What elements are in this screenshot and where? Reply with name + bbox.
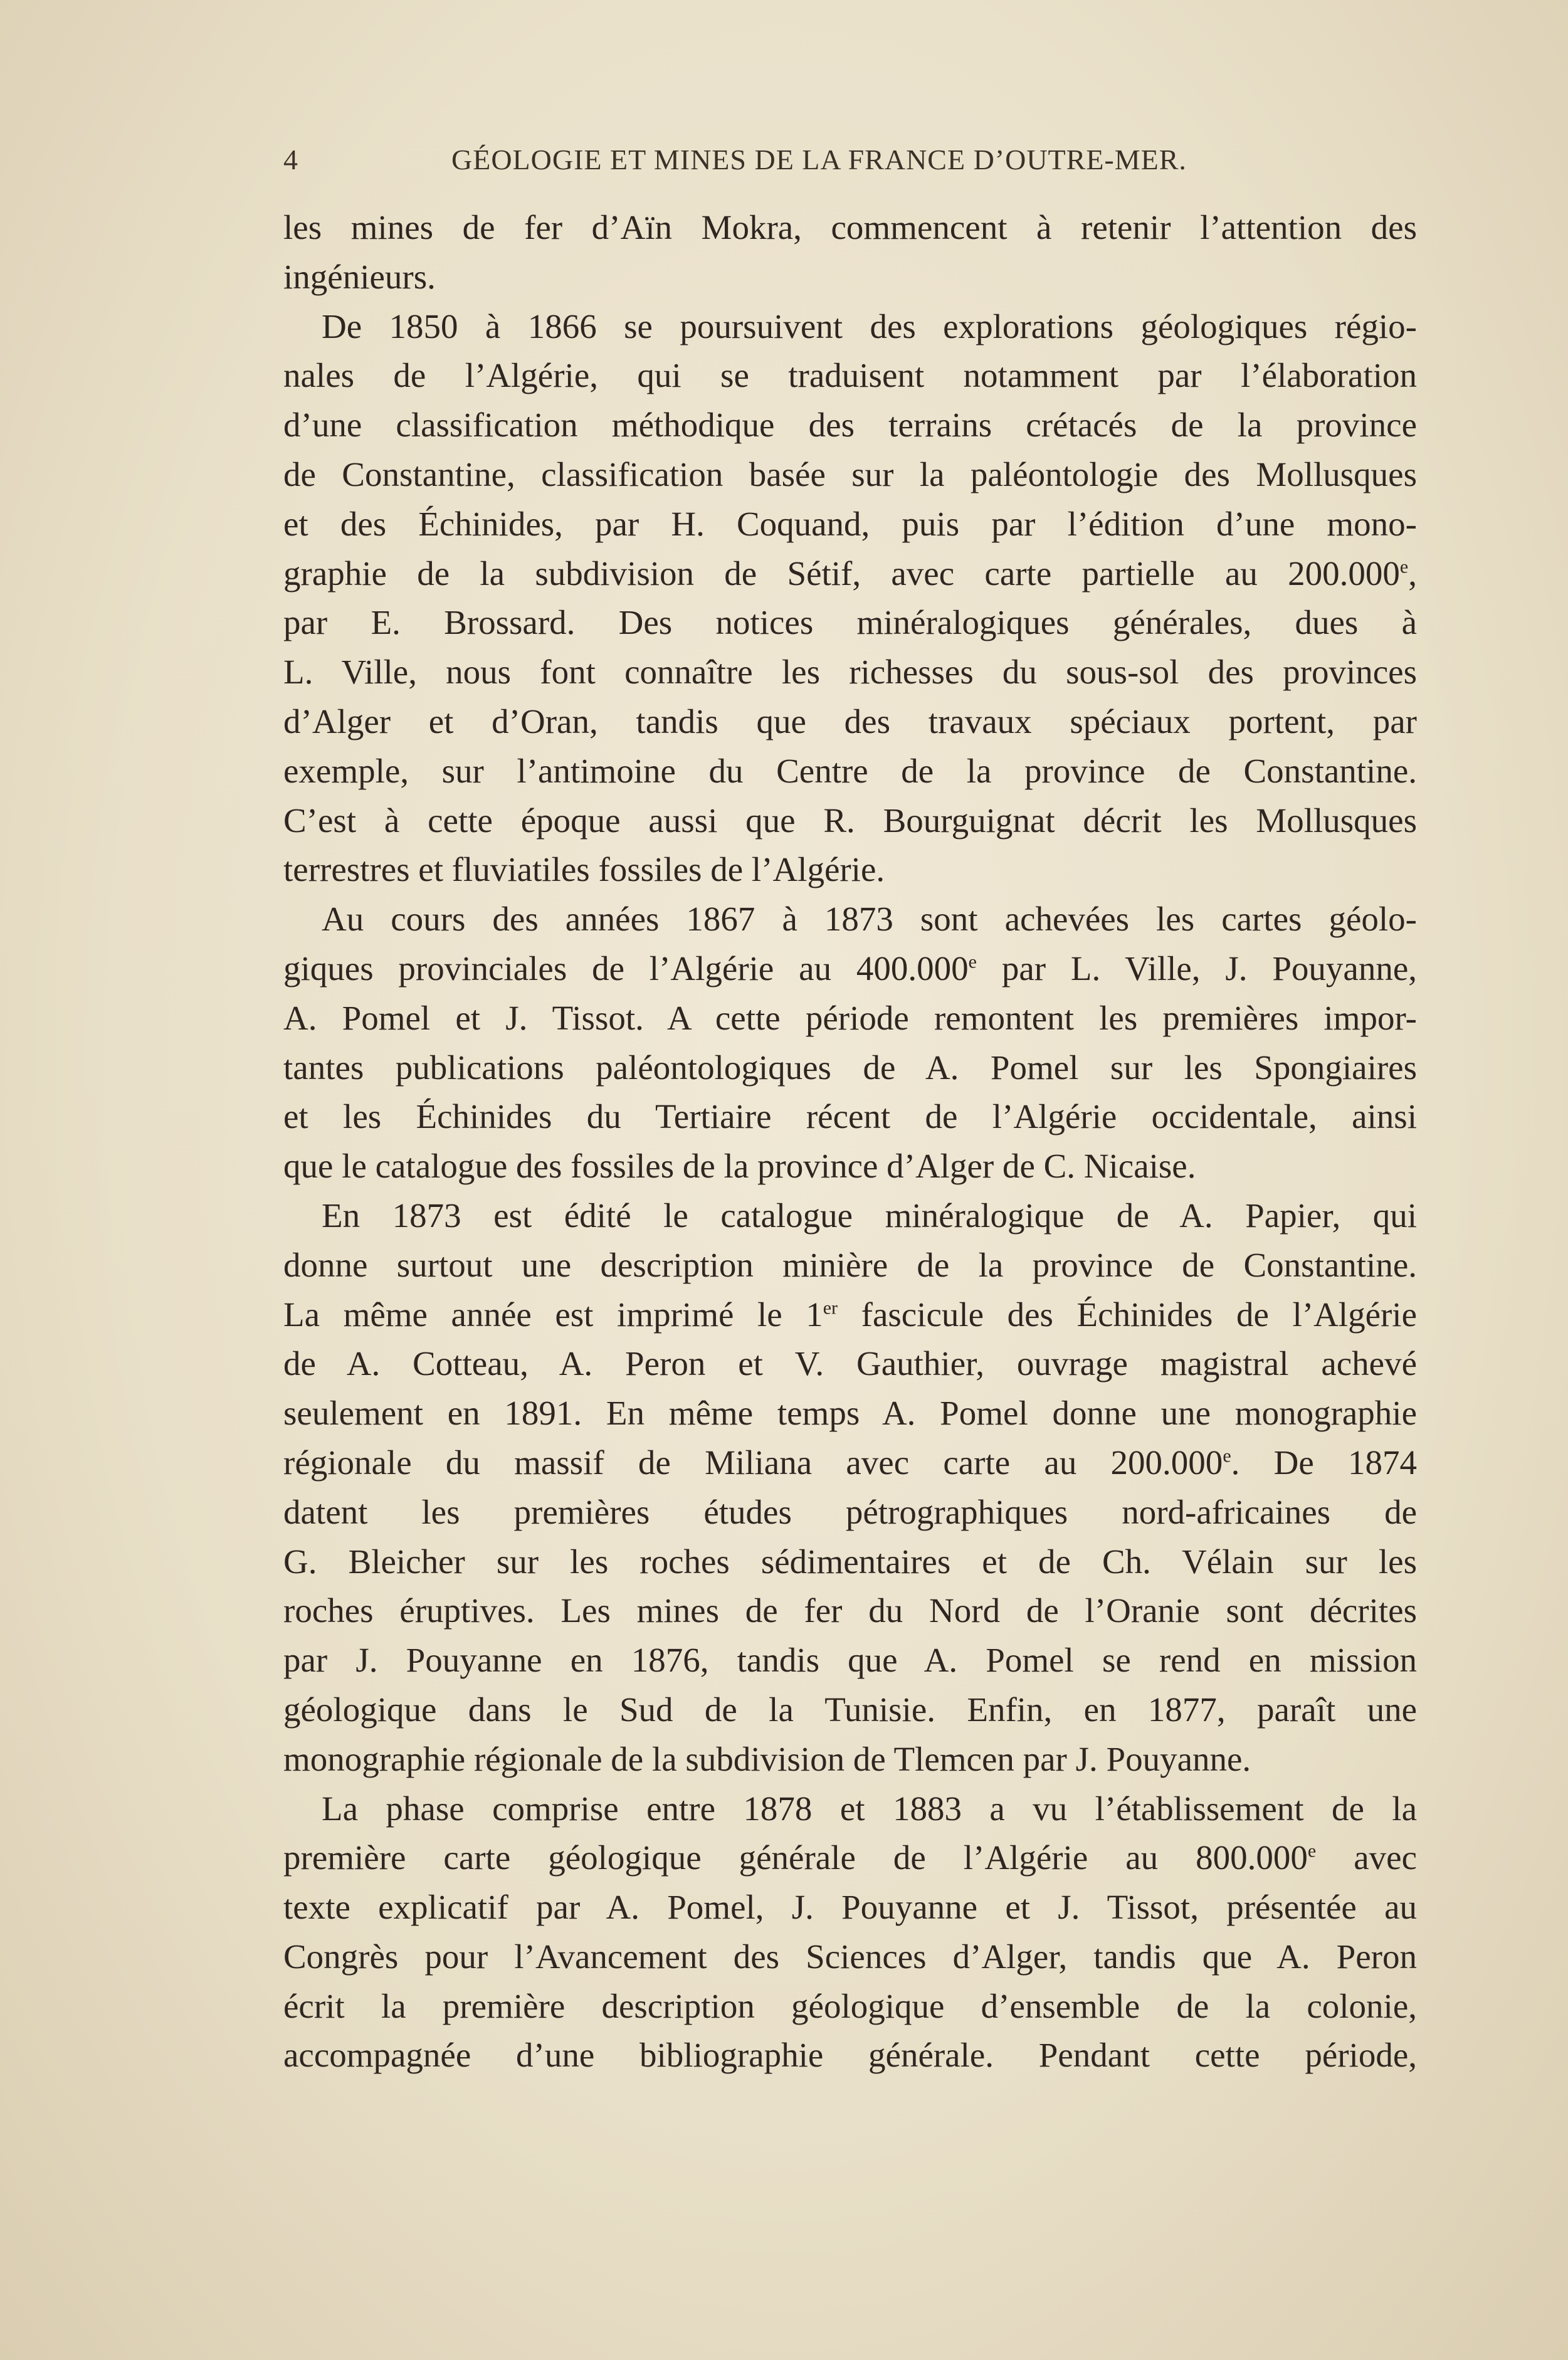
- text-line: donne surtout une description minière de la province de Constantine.: [283, 1245, 1417, 1284]
- superscript: e: [1223, 1445, 1231, 1467]
- text-line-with-superscript: [283, 1833, 1417, 1883]
- text-line: texte explicatif par A. Pomel, J. Pouyanne et J. Tissot, présentée au: [283, 1888, 1417, 1927]
- text-line: tantes publications paléontologiques de A. Pomel sur les Spongiaires: [283, 1048, 1417, 1087]
- text-line: de A. Cotteau, A. Peron et V. Gauthier, ouvrage magistral achevé: [283, 1344, 1417, 1383]
- text-line: G. Bleicher sur les roches sédimentaires et de Ch. Vélain sur les: [283, 1542, 1417, 1581]
- text-line: seulement en 1891. En même temps A. Pomel donne une monographie: [283, 1394, 1417, 1433]
- text-line-with-superscript: [283, 1290, 1417, 1340]
- superscript: e: [968, 951, 977, 972]
- text-line: A. Pomel et J. Tissot. A cette période remontent les premières impor-: [283, 998, 1417, 1037]
- text-fragment: régionale du massif de Miliana avec carte au 200.000: [283, 1443, 1223, 1482]
- text-line: et des Échinides, par H. Coquand, puis par l’édition d’une mono-: [283, 504, 1417, 543]
- text-line: exemple, sur l’antimoine du Centre de la province de Constantine.: [283, 751, 1417, 790]
- text-line: de Constantine, classification basée sur la paléontologie des Mollusques: [283, 455, 1417, 493]
- text-line: nales de l’Algérie, qui se traduisent notamment par l’élaboration: [283, 356, 1417, 395]
- text-line: accompagnée d’une bibliographie générale. Pendant cette période,: [283, 2036, 1417, 2075]
- text-line: que le catalogue des fossiles de la province d’Alger de C. Nicaise.: [283, 1147, 1196, 1186]
- text-line: roches éruptives. Les mines de fer du Nord de l’Oranie sont décrites: [283, 1591, 1417, 1630]
- body-text: [283, 203, 1417, 2080]
- text-fragment: graphie de la subdivision de Sétif, avec carte partielle au 200.000: [283, 554, 1400, 593]
- text-fragment: avec: [1316, 1838, 1417, 1877]
- text-fragment: ,: [1408, 554, 1417, 593]
- text-line: géologique dans le Sud de la Tunisie. Enfin, en 1877, paraît une: [283, 1690, 1417, 1729]
- text-line: et les Échinides du Tertiaire récent de l’Algérie occidentale, ainsi: [283, 1097, 1417, 1136]
- superscript: e: [1399, 556, 1409, 577]
- text-line: Congrès pour l’Avancement des Sciences d’Alger, tandis que A. Peron: [283, 1937, 1417, 1976]
- text-line: L. Ville, nous font connaître les richesses du sous-sol des provinces: [283, 653, 1417, 692]
- text-fragment: La même année est imprimé le 1: [283, 1295, 823, 1334]
- text-fragment: fascicule des Échinides de l’Algérie: [838, 1295, 1417, 1334]
- text-line: Au cours des années 1867 à 1873 sont achevées les cartes géolo-: [322, 900, 1417, 939]
- text-line-with-superscript: [283, 1438, 1417, 1488]
- text-line: ingénieurs.: [283, 257, 436, 296]
- text-line: les mines de fer d’Aïn Mokra, commencent à retenir l’attention des: [283, 208, 1417, 246]
- page-number: 4: [283, 144, 298, 176]
- running-title: GÉOLOGIE ET MINES DE LA FRANCE D’OUTRE-MER.: [451, 144, 1187, 176]
- text-line: La phase comprise entre 1878 et 1883 a vu l’établissement de la: [322, 1789, 1417, 1828]
- text-line: par E. Brossard. Des notices minéralogiques générales, dues à: [283, 603, 1417, 642]
- text-fragment: . De 1874: [1231, 1443, 1417, 1482]
- superscript: er: [823, 1297, 838, 1319]
- text-fragment: giques provinciales de l’Algérie au 400.000: [283, 949, 969, 988]
- text-line-with-superscript: [283, 549, 1417, 599]
- text-line: d’Alger et d’Oran, tandis que des travaux spéciaux portent, par: [283, 702, 1417, 740]
- text-line: d’une classification méthodique des terrains crétacés de la province: [283, 406, 1417, 445]
- text-line: terrestres et fluviatiles fossiles de l’Algérie.: [283, 850, 885, 889]
- text-line: De 1850 à 1866 se poursuivent des explorations géologiques régio-: [322, 307, 1417, 345]
- text-line: datent les premières études pétrographiques nord-africaines de: [283, 1492, 1417, 1531]
- text-fragment: première carte géologique générale de l’Algérie au 800.000: [283, 1838, 1308, 1877]
- text-line-with-superscript: [283, 944, 1417, 994]
- text-line: par J. Pouyanne en 1876, tandis que A. Pomel se rend en mission: [283, 1641, 1417, 1680]
- running-head: [283, 143, 1290, 187]
- text-fragment: par L. Ville, J. Pouyanne,: [977, 949, 1417, 988]
- text-line: En 1873 est édité le catalogue minéralogique de A. Papier, qui: [322, 1196, 1417, 1235]
- text-line: C’est à cette époque aussi que R. Bourguignat décrit les Mollusques: [283, 801, 1417, 840]
- superscript: e: [1307, 1840, 1317, 1862]
- text-line: monographie régionale de la subdivision de Tlemcen par J. Pouyanne.: [283, 1739, 1251, 1778]
- text-line: écrit la première description géologique d’ensemble de la colonie,: [283, 1986, 1417, 2025]
